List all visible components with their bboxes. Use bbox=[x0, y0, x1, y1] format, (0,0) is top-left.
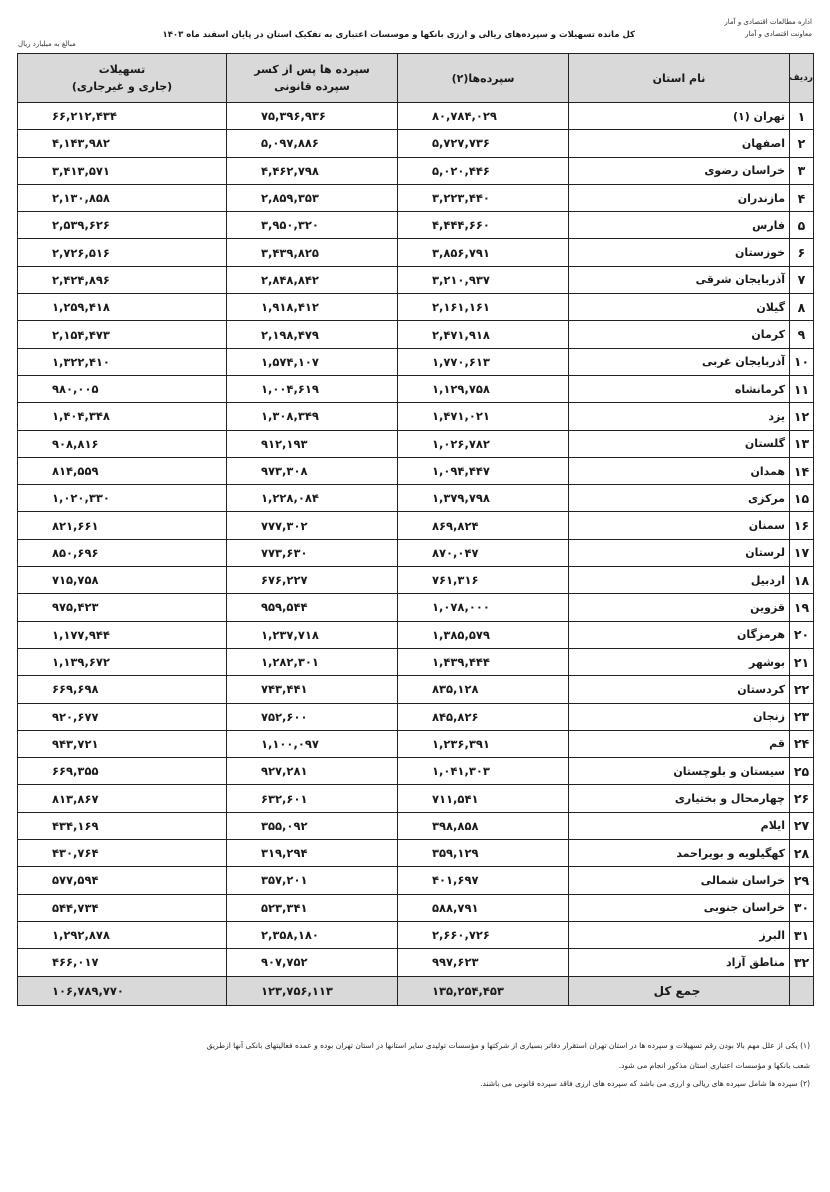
deposits-net-value: ۲,۳۵۸,۱۸۰ bbox=[227, 921, 398, 948]
total-label: جمع کل bbox=[569, 976, 790, 1005]
deposits-net-value: ۳,۹۵۰,۳۲۰ bbox=[227, 212, 398, 239]
deposits-value: ۴,۴۴۴,۶۶۰ bbox=[398, 212, 569, 239]
table-row bbox=[18, 894, 814, 921]
province-name: زنجان bbox=[569, 703, 790, 730]
total-row bbox=[18, 976, 814, 1005]
deposits-net-value: ۵,۰۹۷,۸۸۶ bbox=[227, 130, 398, 157]
row-index: ۲۹ bbox=[790, 867, 814, 894]
deposits-value: ۱,۱۲۹,۷۵۸ bbox=[398, 375, 569, 402]
table-row bbox=[18, 294, 814, 321]
province-name: آذربایجان غربی bbox=[569, 348, 790, 375]
table-row bbox=[18, 375, 814, 402]
facilities-value: ۲,۱۳۰,۸۵۸ bbox=[18, 184, 227, 211]
province-name: البرز bbox=[569, 921, 790, 948]
deposits-net-value: ۹۵۹,۵۴۴ bbox=[227, 594, 398, 621]
table-row bbox=[18, 539, 814, 566]
deposits-value: ۵,۰۲۰,۴۴۶ bbox=[398, 157, 569, 184]
table-row bbox=[18, 812, 814, 839]
row-index: ۳۲ bbox=[790, 949, 814, 976]
facilities-value: ۱,۱۷۷,۹۴۴ bbox=[18, 621, 227, 648]
row-index: ۲۱ bbox=[790, 648, 814, 675]
facilities-value: ۶۶۹,۶۹۸ bbox=[18, 676, 227, 703]
deposits-value: ۳,۲۱۰,۹۳۷ bbox=[398, 266, 569, 293]
table-row bbox=[18, 867, 814, 894]
province-name: ایلام bbox=[569, 812, 790, 839]
row-index: ۲۷ bbox=[790, 812, 814, 839]
unit-label: مبالغ به میلیارد ریال bbox=[18, 40, 76, 48]
deposits-net-value: ۶۳۲,۶۰۱ bbox=[227, 785, 398, 812]
province-name: فارس bbox=[569, 212, 790, 239]
province-name: لرستان bbox=[569, 539, 790, 566]
deposits-value: ۳,۲۲۳,۴۴۰ bbox=[398, 184, 569, 211]
total-deposits: ۱۳۵,۲۵۴,۴۵۳ bbox=[398, 976, 569, 1005]
total-row-index bbox=[790, 976, 814, 1005]
table-row bbox=[18, 949, 814, 976]
deposits-value: ۲,۱۶۱,۱۶۱ bbox=[398, 294, 569, 321]
deposits-value: ۳۵۹,۱۲۹ bbox=[398, 840, 569, 867]
footnote-2: (۲) سپرده ها شامل سپرده های ریالی و ارزی می باشد که سپرده های ارزی فاقد سپرده قانونی می باشند. bbox=[480, 1079, 810, 1088]
deposits-net-value: ۹۷۳,۳۰۸ bbox=[227, 457, 398, 484]
deposits-net-value: ۲,۱۹۸,۴۷۹ bbox=[227, 321, 398, 348]
table-row bbox=[18, 239, 814, 266]
province-name: همدان bbox=[569, 457, 790, 484]
row-index: ۱۱ bbox=[790, 375, 814, 402]
province-name: چهارمحال و بختیاری bbox=[569, 785, 790, 812]
row-index: ۱۴ bbox=[790, 457, 814, 484]
facilities-value: ۱,۲۹۲,۸۷۸ bbox=[18, 921, 227, 948]
province-name: بوشهر bbox=[569, 648, 790, 675]
facilities-value: ۸۱۳,۸۶۷ bbox=[18, 785, 227, 812]
facilities-value: ۲,۱۵۴,۴۷۳ bbox=[18, 321, 227, 348]
deposits-net-value: ۱,۲۳۷,۷۱۸ bbox=[227, 621, 398, 648]
facilities-value: ۸۵۰,۶۹۶ bbox=[18, 539, 227, 566]
row-index: ۹ bbox=[790, 321, 814, 348]
col-header-row: ردیف bbox=[790, 54, 814, 103]
table-row bbox=[18, 621, 814, 648]
row-index: ۳۰ bbox=[790, 894, 814, 921]
province-name: مرکزی bbox=[569, 485, 790, 512]
row-index: ۲۴ bbox=[790, 730, 814, 757]
row-index: ۳۱ bbox=[790, 921, 814, 948]
facilities-value: ۵۴۴,۷۳۴ bbox=[18, 894, 227, 921]
row-index: ۲۵ bbox=[790, 758, 814, 785]
province-name: اصفهان bbox=[569, 130, 790, 157]
facilities-value: ۴۳۴,۱۶۹ bbox=[18, 812, 227, 839]
table-row bbox=[18, 103, 814, 130]
deposits-net-value: ۱,۲۲۸,۰۸۴ bbox=[227, 485, 398, 512]
row-index: ۲۶ bbox=[790, 785, 814, 812]
row-index: ۱۵ bbox=[790, 485, 814, 512]
facilities-value: ۹۴۳,۷۲۱ bbox=[18, 730, 227, 757]
deposits-net-value: ۱,۱۰۰,۰۹۷ bbox=[227, 730, 398, 757]
row-index: ۱۶ bbox=[790, 512, 814, 539]
facilities-value: ۶۶۹,۳۵۵ bbox=[18, 758, 227, 785]
province-name: مناطق آزاد bbox=[569, 949, 790, 976]
row-index: ۱۲ bbox=[790, 403, 814, 430]
col-header-deposits-net bbox=[227, 54, 398, 103]
deposits-value: ۱,۲۳۶,۳۹۱ bbox=[398, 730, 569, 757]
row-index: ۸ bbox=[790, 294, 814, 321]
deposits-net-value: ۷۷۳,۶۳۰ bbox=[227, 539, 398, 566]
province-name: کهگیلویه و بویراحمد bbox=[569, 840, 790, 867]
deposits-value: ۱,۴۷۱,۰۲۱ bbox=[398, 403, 569, 430]
deposits-net-value: ۱,۵۷۴,۱۰۷ bbox=[227, 348, 398, 375]
deposits-net-value: ۳۵۷,۲۰۱ bbox=[227, 867, 398, 894]
table-row bbox=[18, 512, 814, 539]
province-name: خوزستان bbox=[569, 239, 790, 266]
table-row bbox=[18, 648, 814, 675]
row-index: ۱ bbox=[790, 103, 814, 130]
province-name: آذربایجان شرقی bbox=[569, 266, 790, 293]
row-index: ۲۸ bbox=[790, 840, 814, 867]
deposits-net-value: ۱,۹۱۸,۴۱۲ bbox=[227, 294, 398, 321]
row-index: ۳ bbox=[790, 157, 814, 184]
facilities-value: ۸۲۱,۶۶۱ bbox=[18, 512, 227, 539]
deposits-net-value: ۲,۸۴۸,۸۴۲ bbox=[227, 266, 398, 293]
province-name: اردبیل bbox=[569, 567, 790, 594]
deposits-net-value: ۹۱۲,۱۹۳ bbox=[227, 430, 398, 457]
facilities-value: ۱,۰۲۰,۳۳۰ bbox=[18, 485, 227, 512]
facilities-value: ۴,۱۴۳,۹۸۲ bbox=[18, 130, 227, 157]
facilities-value: ۴۳۰,۷۶۴ bbox=[18, 840, 227, 867]
deposits-value: ۱,۰۷۸,۰۰۰ bbox=[398, 594, 569, 621]
deposits-value: ۳۹۸,۸۵۸ bbox=[398, 812, 569, 839]
table-row bbox=[18, 212, 814, 239]
col-header-facilities-line2: (جاری و غیرجاری) bbox=[71, 80, 173, 93]
province-name: هرمزگان bbox=[569, 621, 790, 648]
table-row bbox=[18, 785, 814, 812]
table-row bbox=[18, 485, 814, 512]
col-header-facilities-line1: تسهیلات bbox=[98, 63, 146, 76]
row-index: ۵ bbox=[790, 212, 814, 239]
table-row bbox=[18, 321, 814, 348]
table-row bbox=[18, 921, 814, 948]
deposits-net-value: ۵۲۳,۳۴۱ bbox=[227, 894, 398, 921]
province-name: کرمان bbox=[569, 321, 790, 348]
row-index: ۱۸ bbox=[790, 567, 814, 594]
province-name: قم bbox=[569, 730, 790, 757]
facilities-value: ۱,۱۳۹,۶۷۲ bbox=[18, 648, 227, 675]
deposits-value: ۱,۰۹۴,۴۴۷ bbox=[398, 457, 569, 484]
deposits-net-value: ۶۷۶,۲۲۷ bbox=[227, 567, 398, 594]
province-name: گلستان bbox=[569, 430, 790, 457]
total-facilities: ۱۰۶,۷۸۹,۷۷۰ bbox=[18, 976, 227, 1005]
table-row bbox=[18, 130, 814, 157]
province-name: کرمانشاه bbox=[569, 375, 790, 402]
deposits-net-value: ۷۵۲,۶۰۰ bbox=[227, 703, 398, 730]
deposits-value: ۷۱۱,۵۴۱ bbox=[398, 785, 569, 812]
deposits-value: ۸۷۰,۰۴۷ bbox=[398, 539, 569, 566]
deposits-net-value: ۳۵۵,۰۹۲ bbox=[227, 812, 398, 839]
province-name: سمنان bbox=[569, 512, 790, 539]
deposits-value: ۸۳۵,۱۲۸ bbox=[398, 676, 569, 703]
province-name: خراسان شمالی bbox=[569, 867, 790, 894]
deposits-net-value: ۲,۸۵۹,۳۵۳ bbox=[227, 184, 398, 211]
deposits-value: ۲,۶۶۰,۷۲۶ bbox=[398, 921, 569, 948]
deposits-value: ۸۰,۷۸۴,۰۲۹ bbox=[398, 103, 569, 130]
deposits-net-value: ۱,۲۸۲,۳۰۱ bbox=[227, 648, 398, 675]
deposits-net-value: ۷۴۳,۴۴۱ bbox=[227, 676, 398, 703]
row-index: ۶ bbox=[790, 239, 814, 266]
page-title: کل مانده تسهیلات و سپرده‌های ریالی و ارزی بانکها و موسسات اعتباری به تفکیک استان در پایان اسفند ماه ۱۴۰۳ bbox=[162, 30, 635, 40]
facilities-value: ۱,۳۲۲,۴۱۰ bbox=[18, 348, 227, 375]
deposits-value: ۸۶۹,۸۲۴ bbox=[398, 512, 569, 539]
total-deposits-net: ۱۲۳,۷۵۶,۱۱۳ bbox=[227, 976, 398, 1005]
facilities-value: ۱,۴۰۴,۳۴۸ bbox=[18, 403, 227, 430]
table-row bbox=[18, 594, 814, 621]
row-index: ۱۳ bbox=[790, 430, 814, 457]
facilities-value: ۲,۴۲۴,۸۹۶ bbox=[18, 266, 227, 293]
row-index: ۷ bbox=[790, 266, 814, 293]
table-row bbox=[18, 676, 814, 703]
province-name: گیلان bbox=[569, 294, 790, 321]
deposits-net-value: ۹۰۷,۷۵۲ bbox=[227, 949, 398, 976]
deposits-net-value: ۳,۴۳۹,۸۲۵ bbox=[227, 239, 398, 266]
deposits-net-value: ۴,۴۶۲,۷۹۸ bbox=[227, 157, 398, 184]
facilities-value: ۴۶۶,۰۱۷ bbox=[18, 949, 227, 976]
row-index: ۲۳ bbox=[790, 703, 814, 730]
table-row bbox=[18, 348, 814, 375]
deposits-value: ۱,۳۸۵,۵۷۹ bbox=[398, 621, 569, 648]
col-header-province: نام استان bbox=[569, 54, 790, 103]
footnote-1: (۱) یکی از علل مهم بالا بودن رقم تسهیلات و سپرده ها در استان تهران استقرار دفاتر بسیاری از شرکتها و مؤسسات تولیدی سایر استانها در استان تهران بوده و عمده فعالیتهای بانکی آنها ازطریق bbox=[206, 1041, 810, 1050]
province-name: خراسان رضوی bbox=[569, 157, 790, 184]
table-row bbox=[18, 457, 814, 484]
row-index: ۲ bbox=[790, 130, 814, 157]
province-name: سیستان و بلوچستان bbox=[569, 758, 790, 785]
footnote-1-continued: شعب بانکها و مؤسسات اعتباری استان مذکور انجام می شود. bbox=[618, 1061, 810, 1070]
table-row bbox=[18, 730, 814, 757]
province-name: تهران (۱) bbox=[569, 103, 790, 130]
org-line-1: اداره مطالعات اقتصادی و آمار bbox=[724, 18, 812, 26]
row-index: ۱۰ bbox=[790, 348, 814, 375]
facilities-value: ۵۷۷,۵۹۴ bbox=[18, 867, 227, 894]
deposits-net-value: ۷۷۷,۳۰۲ bbox=[227, 512, 398, 539]
table-header-row bbox=[18, 54, 814, 103]
col-header-deposits-net-line2: سپرده قانونی bbox=[274, 80, 350, 93]
table-row bbox=[18, 703, 814, 730]
deposits-net-value: ۹۲۷,۲۸۱ bbox=[227, 758, 398, 785]
row-index: ۲۲ bbox=[790, 676, 814, 703]
org-line-2: معاونت اقتصادی و آمار bbox=[745, 30, 812, 38]
province-name: مازندران bbox=[569, 184, 790, 211]
facilities-value: ۱,۲۵۹,۴۱۸ bbox=[18, 294, 227, 321]
col-header-facilities bbox=[18, 54, 227, 103]
facilities-value: ۹۸۰,۰۰۵ bbox=[18, 375, 227, 402]
province-name: قزوین bbox=[569, 594, 790, 621]
row-index: ۴ bbox=[790, 184, 814, 211]
deposits-value: ۸۴۵,۸۲۶ bbox=[398, 703, 569, 730]
facilities-value: ۲,۵۳۹,۶۲۶ bbox=[18, 212, 227, 239]
facilities-value: ۲,۷۲۶,۵۱۶ bbox=[18, 239, 227, 266]
col-header-deposits: سپرده‌ها(۲) bbox=[398, 54, 569, 103]
deposits-value: ۱,۰۲۶,۷۸۲ bbox=[398, 430, 569, 457]
deposits-net-value: ۱,۰۰۴,۶۱۹ bbox=[227, 375, 398, 402]
col-header-deposits-net-line1: سپرده ها پس از کسر bbox=[254, 63, 370, 76]
deposits-net-value: ۷۵,۳۹۶,۹۳۶ bbox=[227, 103, 398, 130]
table-row bbox=[18, 840, 814, 867]
facilities-value: ۷۱۵,۷۵۸ bbox=[18, 567, 227, 594]
province-name: یزد bbox=[569, 403, 790, 430]
facilities-value: ۶۶,۲۱۲,۴۳۴ bbox=[18, 103, 227, 130]
province-name: خراسان جنوبی bbox=[569, 894, 790, 921]
deposits-value: ۵,۷۲۷,۷۳۶ bbox=[398, 130, 569, 157]
deposits-value: ۳,۸۵۶,۷۹۱ bbox=[398, 239, 569, 266]
province-name: کردستان bbox=[569, 676, 790, 703]
facilities-value: ۹۷۵,۴۲۳ bbox=[18, 594, 227, 621]
table-row bbox=[18, 403, 814, 430]
deposits-value: ۲,۴۷۱,۹۱۸ bbox=[398, 321, 569, 348]
deposits-net-value: ۱,۳۰۸,۳۴۹ bbox=[227, 403, 398, 430]
facilities-value: ۹۲۰,۶۷۷ bbox=[18, 703, 227, 730]
table-row bbox=[18, 266, 814, 293]
table-row bbox=[18, 758, 814, 785]
deposits-value: ۹۹۷,۶۲۳ bbox=[398, 949, 569, 976]
deposits-value: ۴۰۱,۶۹۷ bbox=[398, 867, 569, 894]
table-row bbox=[18, 430, 814, 457]
facilities-value: ۸۱۴,۵۵۹ bbox=[18, 457, 227, 484]
deposits-net-value: ۳۱۹,۲۹۴ bbox=[227, 840, 398, 867]
table-row bbox=[18, 157, 814, 184]
deposits-value: ۱,۷۷۰,۶۱۳ bbox=[398, 348, 569, 375]
table-row bbox=[18, 567, 814, 594]
row-index: ۱۷ bbox=[790, 539, 814, 566]
deposits-value: ۷۶۱,۳۱۶ bbox=[398, 567, 569, 594]
facilities-value: ۹۰۸,۸۱۶ bbox=[18, 430, 227, 457]
row-index: ۱۹ bbox=[790, 594, 814, 621]
deposits-value: ۱,۳۷۹,۷۹۸ bbox=[398, 485, 569, 512]
data-table bbox=[17, 53, 814, 1006]
deposits-value: ۵۸۸,۷۹۱ bbox=[398, 894, 569, 921]
row-index: ۲۰ bbox=[790, 621, 814, 648]
table-row bbox=[18, 184, 814, 211]
deposits-value: ۱,۰۴۱,۳۰۳ bbox=[398, 758, 569, 785]
deposits-value: ۱,۴۳۹,۴۴۴ bbox=[398, 648, 569, 675]
facilities-value: ۳,۴۱۳,۵۷۱ bbox=[18, 157, 227, 184]
